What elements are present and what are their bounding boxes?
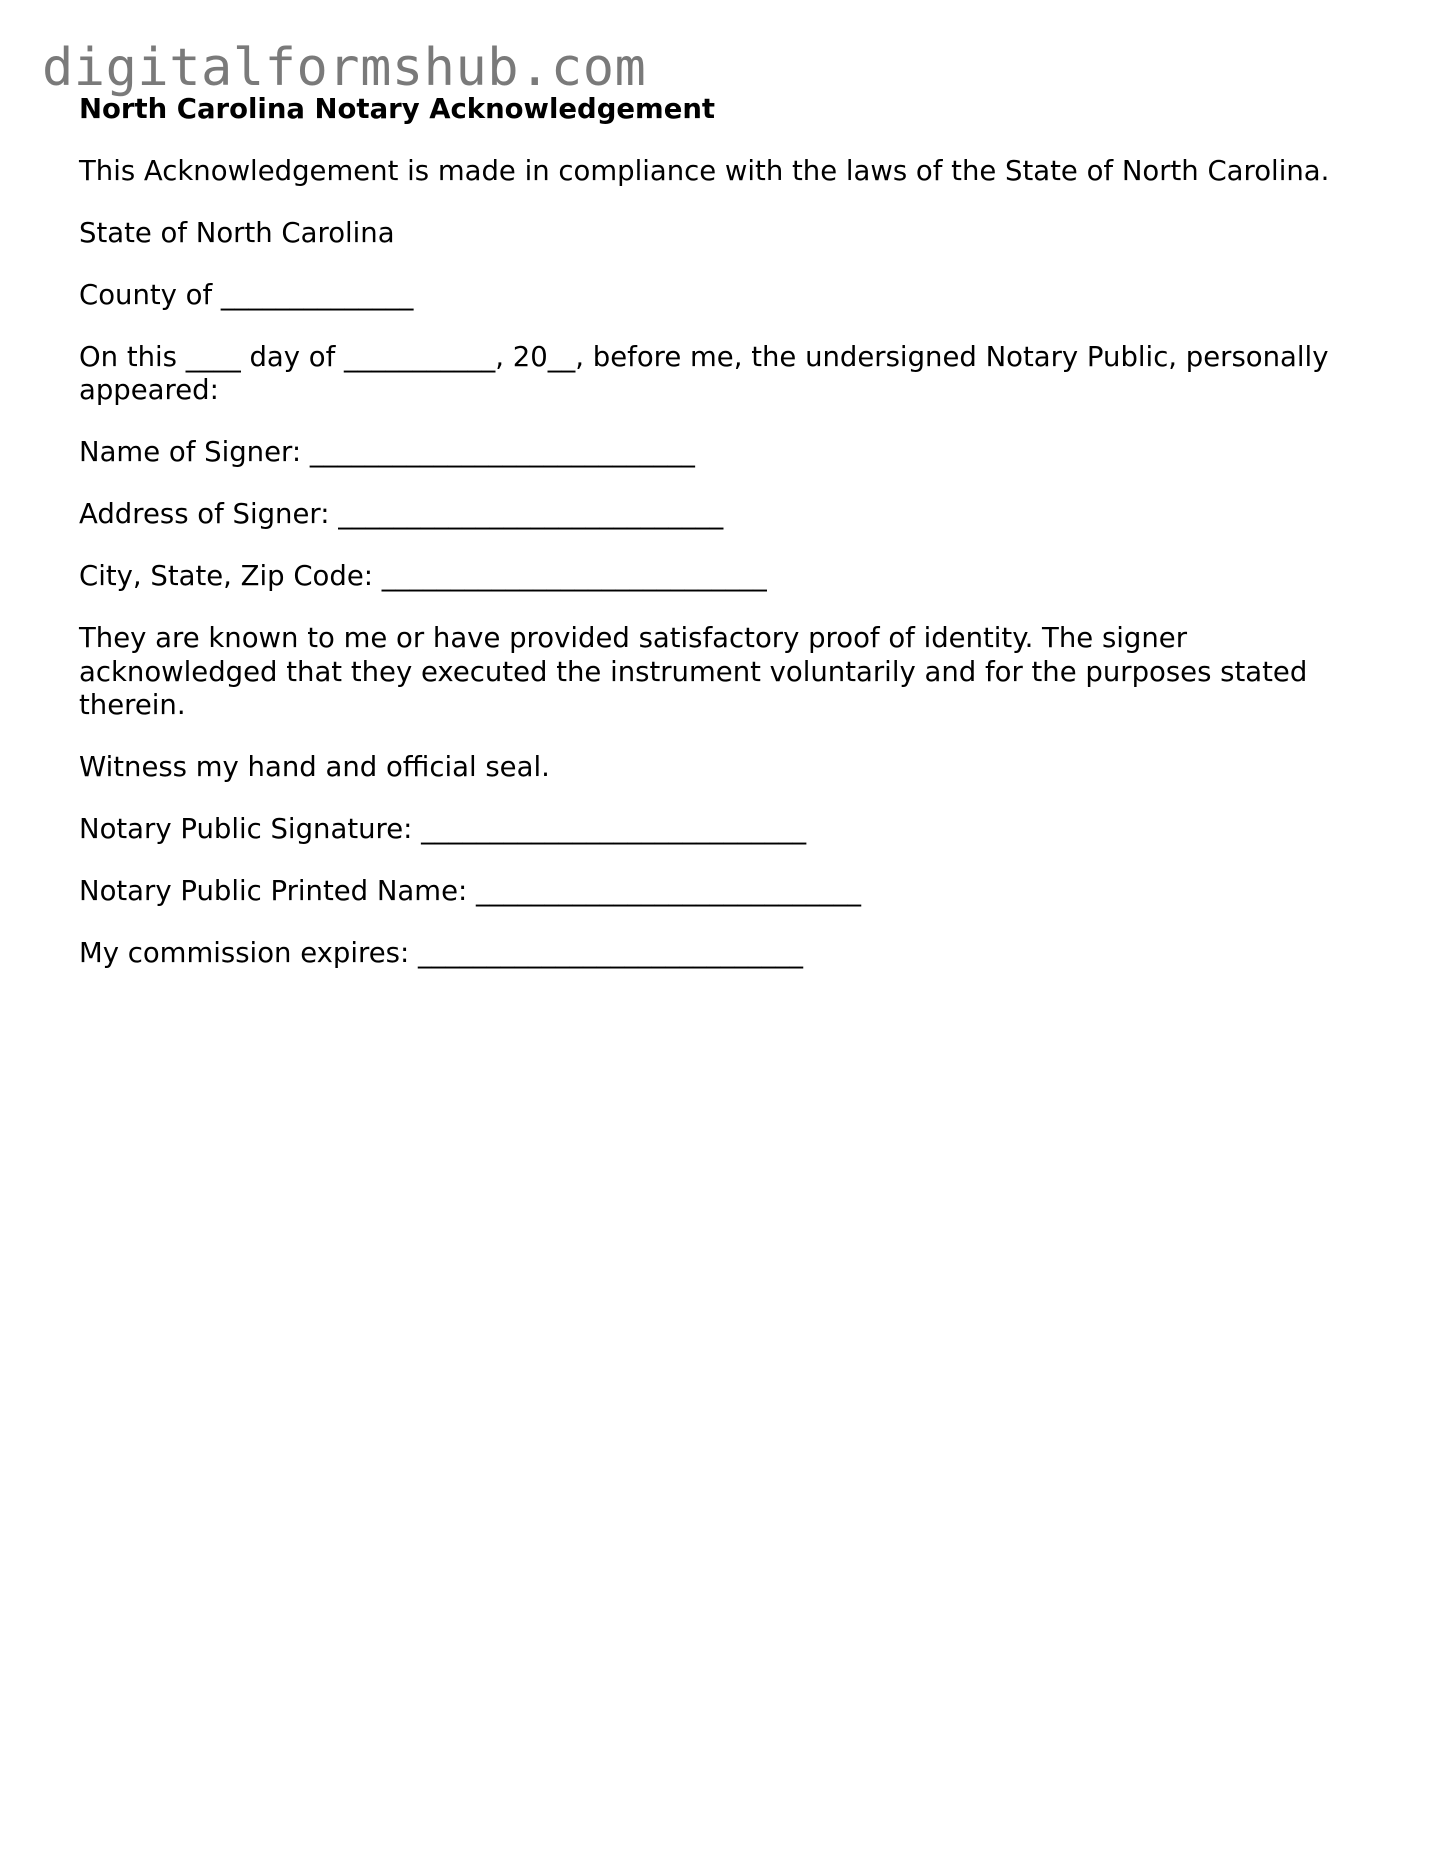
watermark: digitalformshub.com	[42, 38, 647, 98]
commission-line: My commission expires: ____________________________	[79, 937, 803, 969]
county-line: County of ______________	[79, 278, 414, 311]
signer-name-line: Name of Signer: ____________________________	[79, 436, 695, 468]
notary-signature-line: Notary Public Signature: ____________________________	[79, 813, 807, 845]
appearance-paragraph: On this ____ day of ___________, 20__, before me, the undersigned Notary Public, personally appeared:	[79, 340, 1329, 406]
notary-name-line: Notary Public Printed Name: ____________________________	[79, 875, 861, 907]
signer-address-line: Address of Signer: ____________________________	[79, 498, 724, 530]
document-title: North Carolina Notary Acknowledgement	[79, 93, 716, 125]
identity-paragraph: They are known to me or have provided satisfactory proof of identity. The signer acknowledged that they executed the instrument voluntarily and for the purposes stated therein.	[79, 622, 1308, 721]
intro-paragraph: This Acknowledgement is made in compliance with the laws of the State of North Carolina.	[79, 154, 1330, 187]
document-body	[79, 93, 1369, 999]
witness-line: Witness my hand and official seal.	[79, 751, 550, 783]
signer-city-line: City, State, Zip Code: ____________________________	[79, 560, 767, 592]
state-line: State of North Carolina	[79, 216, 395, 249]
